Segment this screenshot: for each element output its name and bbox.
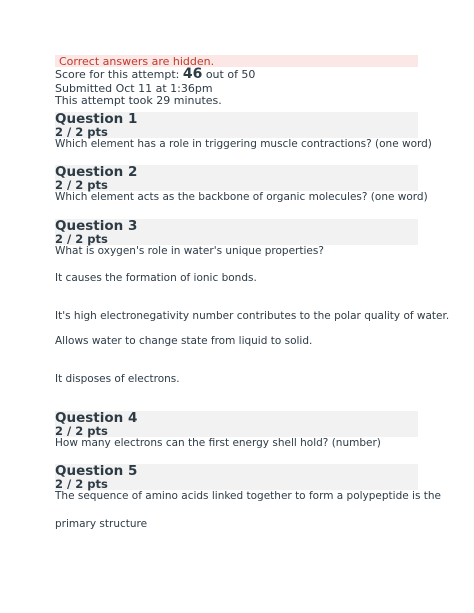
score-suffix: out of 50	[202, 68, 256, 81]
question-text: How many electrons can the first energy shell hold? (number)	[55, 437, 381, 449]
answer-option: It causes the formation of ionic bonds.	[55, 272, 257, 284]
score-prefix: Score for this attempt:	[55, 68, 183, 81]
answer-option: It disposes of electrons.	[55, 373, 180, 385]
question-title: Question 4	[55, 410, 138, 426]
question-points: 2 / 2 pts	[55, 178, 108, 192]
hidden-answers-text: Correct answers are hidden.	[59, 55, 215, 68]
question-title: Question 1	[55, 111, 138, 127]
question-text: Which element acts as the backbone of organic molecules? (one word)	[55, 191, 428, 203]
question-points: 2 / 2 pts	[55, 232, 108, 246]
question-points: 2 / 2 pts	[55, 424, 108, 438]
attempt-score	[55, 68, 255, 81]
attempt-duration: This attempt took 29 minutes.	[55, 94, 222, 107]
score-value: 46	[182, 66, 203, 82]
answer-option: Allows water to change state from liquid to solid.	[55, 335, 313, 347]
question-text: Which element has a role in triggering muscle contractions? (one word)	[55, 138, 432, 150]
submitted-time: Submitted Oct 11 at 1:36pm	[55, 82, 213, 95]
question-text: What is oxygen's role in water's unique properties?	[55, 245, 324, 257]
question-title: Question 5	[55, 463, 138, 479]
question-text: The sequence of amino acids linked together to form a polypeptide is the	[55, 490, 441, 502]
question-points: 2 / 2 pts	[55, 125, 108, 139]
question-title: Question 2	[55, 164, 138, 180]
question-title: Question 3	[55, 218, 138, 234]
answer-option: It's high electronegativity number contributes to the polar quality of water.	[55, 310, 450, 322]
answer-option: primary structure	[55, 518, 148, 530]
question-points: 2 / 2 pts	[55, 477, 108, 491]
